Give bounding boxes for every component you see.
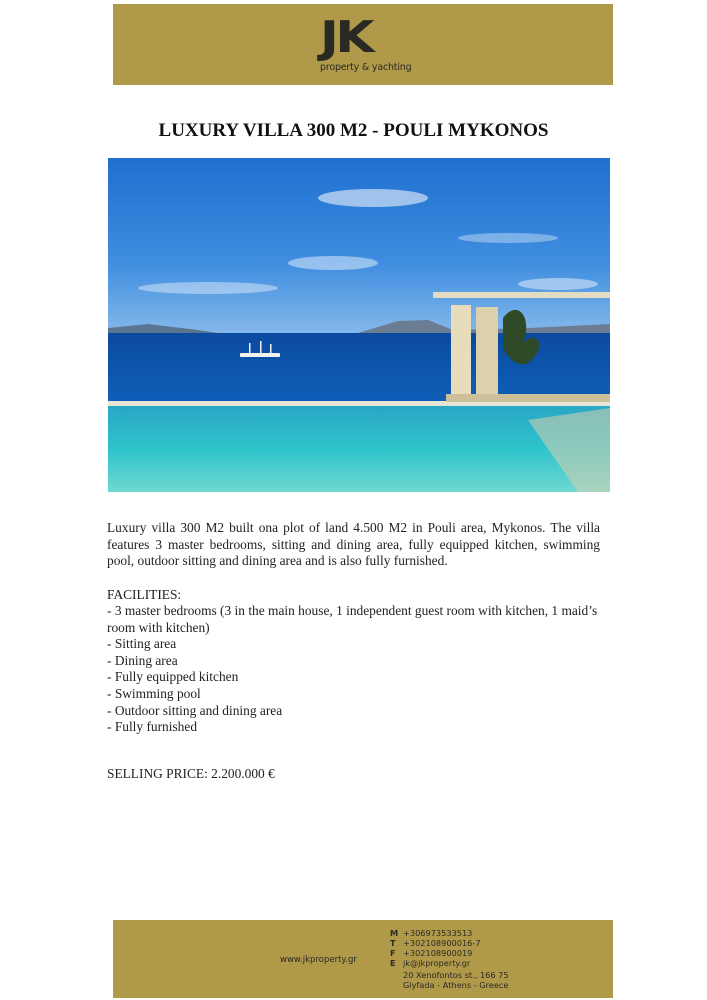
- contact-fax: F +302108900019: [390, 948, 473, 958]
- contact-mobile[interactable]: M +306973533513: [390, 928, 473, 938]
- listing-description: Luxury villa 300 M2 built ona plot of land 4.500 M2 in Pouli area, Mykonos. The villa features 3 master bedrooms, sitting and dining area, fully equipped kitchen, swimming pool, outdoor sitting and dining area and is also fully furnished.: [107, 520, 600, 569]
- office-address: [403, 970, 509, 990]
- address-line-2: Glyfada - Athens - Greece: [403, 980, 509, 990]
- facility-item: - Swimming pool: [107, 686, 602, 703]
- contact-email[interactable]: E jk@jkproperty.gr: [390, 958, 471, 968]
- hero-photo: [108, 158, 610, 492]
- website-link[interactable]: www.jkproperty.gr: [280, 955, 357, 965]
- jk-logo[interactable]: JK: [320, 12, 372, 63]
- contact-telephone[interactable]: T +302108900016-7: [390, 938, 481, 948]
- facility-item: - Fully furnished: [107, 719, 602, 736]
- facility-item: - 3 master bedrooms (3 in the main house, 1 independent guest room with kitchen, 1 maid’s room with kitchen): [107, 603, 602, 636]
- facility-item: - Dining area: [107, 653, 602, 670]
- facility-item: - Sitting area: [107, 636, 602, 653]
- selling-price: SELLING PRICE: 2.200.000 €: [107, 766, 275, 781]
- page-title: LUXURY VILLA 300 M2 - POULI MYKONOS: [158, 120, 549, 141]
- facilities-heading: FACILITIES:: [107, 587, 182, 602]
- logo-tagline: property & yachting: [320, 62, 412, 73]
- contact-list: [390, 928, 481, 968]
- facility-item: - Fully equipped kitchen: [107, 669, 602, 686]
- address-line-1: 20 Xenofontos st., 166 75: [403, 970, 509, 980]
- header-band: [113, 4, 613, 85]
- facilities-list: [107, 603, 602, 736]
- facility-item: - Outdoor sitting and dining area: [107, 703, 602, 720]
- footer-band: [113, 920, 613, 998]
